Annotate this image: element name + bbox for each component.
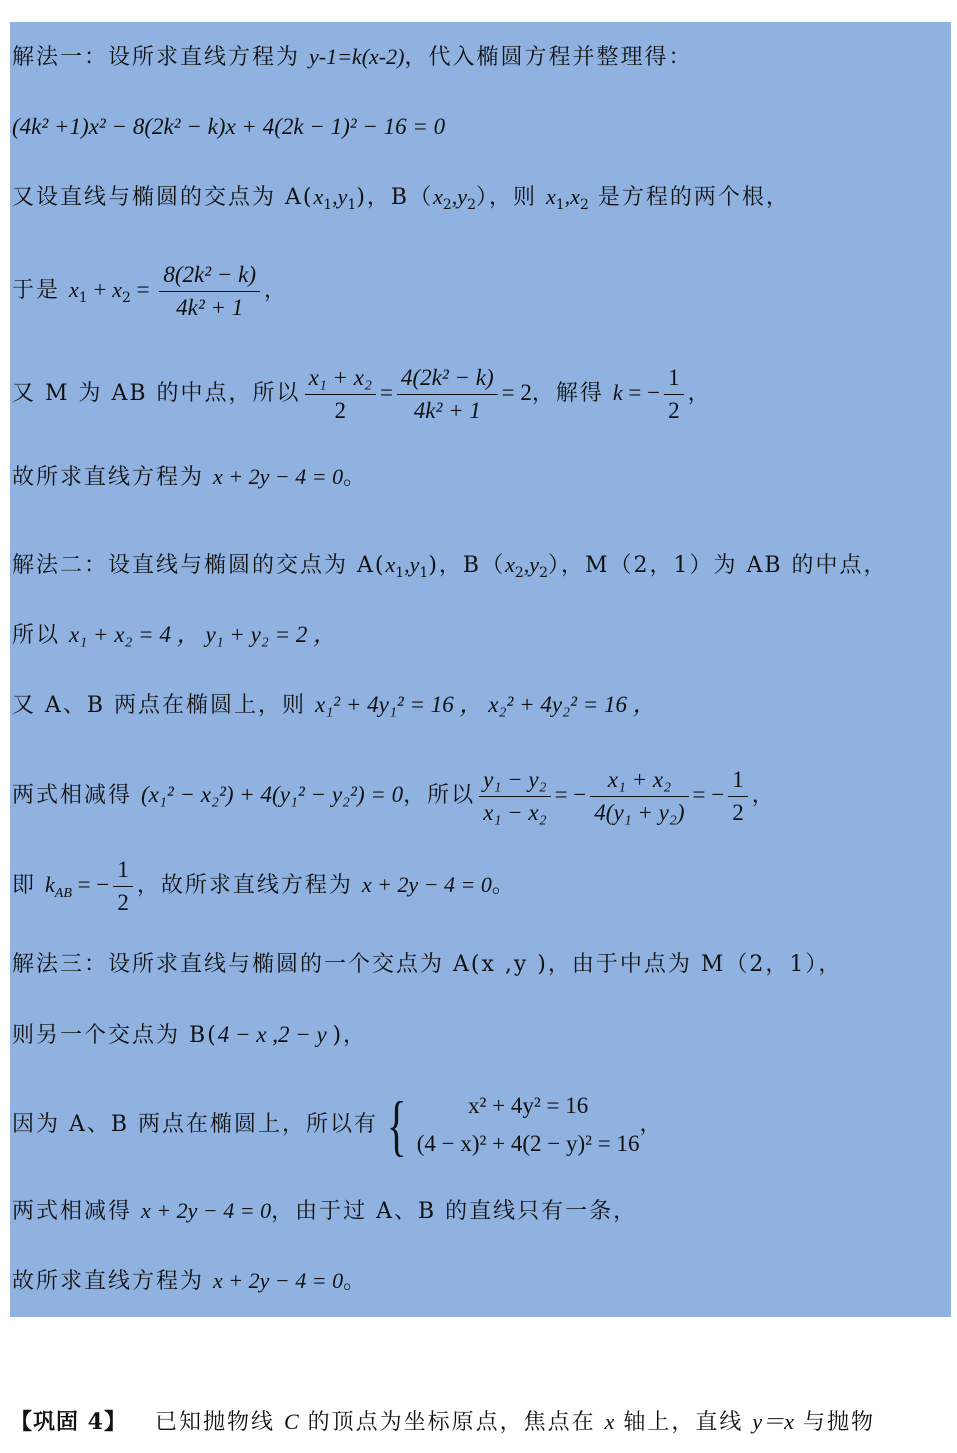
- method3-conclusion: 故所求直线方程为 x + 2y − 4 = 0。: [12, 1268, 368, 1294]
- method1-line5: 又 M 为 AB 的中点，所以 $\frac{\text{x₁ + x₂}}{2}$ = $\frac{\text{4(2k² − k)}}{\text{4k² + 1}}$ = 2，解得 k = − $\frac{1}{2}$ ，: [12, 364, 712, 423]
- method3-line1: 解法三：设所求直线与椭圆的一个交点为 A(x ,y )，由于中点为 M（2，1），: [12, 952, 843, 977]
- method1-line4: 于是 $x_1 + x_2$ = $\frac{\text{8(2k² − k)}}{\text{4k² + 1}}$ ，: [12, 261, 289, 320]
- exercise-line: 【巩固 4】 已知抛物线 C 的顶点为坐标原点，焦点在 x 轴上，直线 y＝x 与抛物: [10, 1409, 875, 1435]
- method2-line4: 两式相减得 (x₁² − x₂²) + 4(y₁² − y₂²) = 0，所以 $\frac{\text{y₁ − y₂}}{\text{x₁ − x₂}}$ = − $\frac{\text{x₁ + x₂}}{\text{4(y₁ + y₂)}}$ = − $\frac{1}{2}$ ，: [12, 766, 776, 825]
- method1-line1: 解法一：设所求直线方程为 y-1=k(x-2)，代入椭圆方程并整理得：: [12, 44, 693, 70]
- method1-conclusion: 故所求直线方程为 x + 2y − 4 = 0。: [12, 464, 368, 490]
- method2-line3: 又 A、B 两点在椭圆上，则 x₁² + 4y₁² = 16 ， x₂² + 4y₂² = 16 ，: [12, 692, 656, 718]
- method3-line2: 则另一个交点为 B(4 − x ,2 − y )，: [12, 1022, 368, 1048]
- method2-line5: 即 $k_{AB}$ = − $\frac{1}{2}$ ，故所求直线方程为 x + 2y − 4 = 0。: [12, 856, 516, 915]
- method1-equation: (4k² +1)x² − 8(2k² − k)x + 4(2k − 1)² − 16 = 0: [12, 114, 446, 139]
- method3-line3: 因为 A、B 两点在椭圆上，所以有 { x² + 4y² = 16 (4 − x)² + 4(2 − y)² = 16 ，: [12, 1087, 664, 1163]
- left-brace-icon: {: [386, 1087, 408, 1163]
- equation-system: x² + 4y² = 16 (4 − x)² + 4(2 − y)² = 16: [416, 1093, 640, 1156]
- method2-line2: 所以 x₁ + x₂ = 4 ， y₁ + y₂ = 2 ，: [12, 622, 337, 648]
- method3-line4: 两式相减得 x + 2y − 4 = 0，由于过 A、B 的直线只有一条，: [12, 1198, 638, 1224]
- sum-fraction: $\frac{\text{8(2k² − k)}}{\text{4k² + 1}}$: [159, 262, 260, 321]
- exercise-tag: 【巩固 4】: [10, 1409, 127, 1435]
- method2-line1: 解法二：设直线与椭圆的交点为 $A(x_1,y_1)$，$B(x_2,y_2)$，M（2，1）为 AB 的中点，: [12, 552, 888, 581]
- method1-line3: 又设直线与椭圆的交点为 $A(x_1,y_1)$，$B(x_2,y_2)$，则 $x_1,x_2$ 是方程的两个根，: [12, 184, 790, 213]
